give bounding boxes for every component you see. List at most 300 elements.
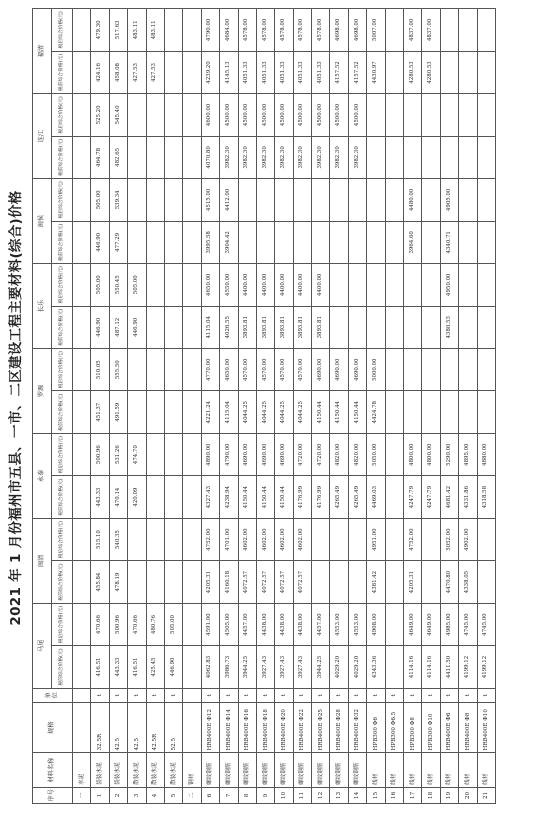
row-spec: HRB400E Φ8 bbox=[459, 702, 477, 753]
price-post-tax bbox=[128, 179, 146, 221]
price-pre-tax bbox=[348, 221, 366, 263]
row-seq: 20 bbox=[459, 787, 477, 803]
price-post-tax bbox=[367, 94, 385, 136]
price-post-tax bbox=[367, 264, 385, 306]
price-post-tax: 4752.00 bbox=[201, 518, 219, 560]
price-post-tax bbox=[385, 9, 403, 52]
price-pre-tax: 416.51 bbox=[91, 646, 109, 688]
price-pre-tax: 482.65 bbox=[109, 136, 127, 178]
price-pre-tax bbox=[367, 221, 385, 263]
price-pre-tax: 4176.99 bbox=[312, 476, 330, 518]
price-pre-tax bbox=[330, 561, 348, 603]
price-pre-tax: 470.14 bbox=[109, 476, 127, 518]
row-seq: 15 bbox=[367, 787, 385, 803]
table-row bbox=[348, 9, 366, 804]
price-post-tax: 531.26 bbox=[109, 433, 127, 475]
price-pre-tax: 3893.81 bbox=[275, 306, 293, 348]
price-post-tax: 4602.00 bbox=[238, 518, 256, 560]
price-pre-tax: 4157.52 bbox=[348, 51, 366, 93]
price-pre-tax: 424.16 bbox=[91, 51, 109, 93]
price-pre-tax: 4150.44 bbox=[238, 476, 256, 518]
price-pre-tax bbox=[385, 136, 403, 178]
price-post-tax: 4985.00 bbox=[440, 603, 458, 645]
price-pre-tax bbox=[367, 306, 385, 348]
row-seq: 一 bbox=[73, 787, 91, 803]
row-spec: HRB400E Φ10 bbox=[477, 702, 495, 753]
price-pre-tax: 3904.42 bbox=[220, 221, 238, 263]
table-row bbox=[422, 9, 440, 804]
price-post-tax bbox=[422, 179, 440, 221]
row-seq: 16 bbox=[385, 787, 403, 803]
price-post-tax: 505.00 bbox=[91, 179, 109, 221]
price-post-tax: 539.34 bbox=[109, 179, 127, 221]
price-post-tax: 505.00 bbox=[91, 264, 109, 306]
price-post-tax: 4820.00 bbox=[330, 433, 348, 475]
header-region: 永泰 bbox=[33, 433, 52, 518]
row-spec: 42.5R bbox=[146, 702, 164, 753]
price-pre-tax: 4340.71 bbox=[440, 221, 458, 263]
price-post-tax bbox=[183, 9, 201, 52]
row-unit: t bbox=[348, 688, 366, 702]
price-pre-tax bbox=[146, 391, 164, 433]
row-material: 线材 bbox=[385, 753, 403, 787]
price-pre-tax: 4381.42 bbox=[367, 561, 385, 603]
table-row bbox=[73, 9, 91, 804]
row-spec: 32.5R bbox=[91, 702, 109, 753]
price-pre-tax: 4029.20 bbox=[330, 646, 348, 688]
price-post-tax bbox=[146, 264, 164, 306]
price-pre-tax: 451.37 bbox=[91, 391, 109, 433]
row-material: 螺纹钢筋 bbox=[238, 753, 256, 787]
price-post-tax: 4720.00 bbox=[293, 433, 311, 475]
row-spec: 52.5 bbox=[164, 702, 182, 753]
price-pre-tax: 4150.44 bbox=[348, 391, 366, 433]
row-spec bbox=[73, 702, 91, 753]
row-unit: t bbox=[220, 688, 238, 702]
price-post-tax bbox=[404, 348, 422, 390]
table-body bbox=[73, 9, 496, 804]
row-material: 钢材 bbox=[183, 753, 201, 787]
price-post-tax bbox=[440, 94, 458, 136]
row-material: 散装水泥 bbox=[164, 753, 182, 787]
price-pre-tax: 4051.33 bbox=[238, 51, 256, 93]
price-pre-tax: 4205.31 bbox=[404, 561, 422, 603]
row-material: 线材 bbox=[477, 753, 495, 787]
table-row bbox=[440, 9, 458, 804]
price-pre-tax: 4029.20 bbox=[348, 646, 366, 688]
price-pre-tax bbox=[367, 136, 385, 178]
price-pre-tax: 4115.04 bbox=[201, 306, 219, 348]
price-pre-tax: 4062.83 bbox=[201, 646, 219, 688]
header-post-tax-price: 税后综合价格(元) bbox=[52, 179, 73, 221]
header-pre-tax-price: 税前综合价格(元) bbox=[52, 306, 73, 348]
price-post-tax: 510.05 bbox=[91, 348, 109, 390]
row-material: 水泥 bbox=[73, 753, 91, 787]
row-material: 线材 bbox=[367, 753, 385, 787]
price-post-tax: 4578.00 bbox=[293, 9, 311, 52]
price-post-tax: 474.70 bbox=[128, 433, 146, 475]
price-post-tax: 4752.00 bbox=[404, 518, 422, 560]
row-spec: HRB400E Φ32 bbox=[348, 702, 366, 753]
price-post-tax: 4457.00 bbox=[238, 603, 256, 645]
price-pre-tax bbox=[164, 391, 182, 433]
row-unit: t bbox=[91, 688, 109, 702]
price-post-tax bbox=[183, 179, 201, 221]
price-pre-tax bbox=[312, 221, 330, 263]
price-post-tax: 4500.00 bbox=[220, 94, 238, 136]
header-pre-tax-price: 税前综合价格(元) bbox=[52, 561, 73, 603]
row-material: 散装水泥 bbox=[128, 753, 146, 787]
price-pre-tax: 3982.30 bbox=[238, 136, 256, 178]
price-post-tax: 4880.00 bbox=[477, 433, 495, 475]
row-spec bbox=[183, 702, 201, 753]
price-post-tax bbox=[146, 518, 164, 560]
price-pre-tax bbox=[385, 476, 403, 518]
price-post-tax: 4649.00 bbox=[422, 603, 440, 645]
price-pre-tax bbox=[183, 391, 201, 433]
price-post-tax bbox=[73, 179, 91, 221]
row-unit: t bbox=[201, 688, 219, 702]
row-seq: 7 bbox=[220, 787, 238, 803]
price-pre-tax bbox=[330, 306, 348, 348]
price-post-tax: 4500.00 bbox=[348, 94, 366, 136]
price-pre-tax: 4205.31 bbox=[201, 561, 219, 603]
price-post-tax: 4457.00 bbox=[312, 603, 330, 645]
price-post-tax bbox=[183, 518, 201, 560]
price-post-tax bbox=[422, 518, 440, 560]
table-row bbox=[164, 9, 182, 804]
price-pre-tax bbox=[385, 561, 403, 603]
price-post-tax bbox=[183, 433, 201, 475]
price-post-tax: 4500.00 bbox=[275, 94, 293, 136]
price-post-tax: 4438.00 bbox=[275, 603, 293, 645]
price-pre-tax: 4150.44 bbox=[256, 476, 274, 518]
price-pre-tax: 4150.44 bbox=[275, 476, 293, 518]
price-post-tax: 4480.00 bbox=[404, 179, 422, 221]
row-material: 袋装水泥 bbox=[91, 753, 109, 787]
price-pre-tax: 4318.58 bbox=[477, 476, 495, 518]
price-pre-tax: 4469.03 bbox=[367, 476, 385, 518]
price-post-tax bbox=[477, 518, 495, 560]
price-post-tax bbox=[348, 179, 366, 221]
price-post-tax: 4570.00 bbox=[275, 348, 293, 390]
price-pre-tax: 4051.33 bbox=[256, 51, 274, 93]
price-pre-tax: 4238.94 bbox=[220, 476, 238, 518]
price-pre-tax: 3944.25 bbox=[312, 646, 330, 688]
price-pre-tax: 3893.81 bbox=[256, 306, 274, 348]
price-pre-tax: 4338.05 bbox=[459, 561, 477, 603]
price-post-tax: 4438.00 bbox=[293, 603, 311, 645]
page-title-text: 2021 年 1 月份福州市五县、一市、二区建设工程主要材料(综合)价格 bbox=[8, 190, 24, 626]
price-pre-tax: 455.84 bbox=[91, 561, 109, 603]
table-row bbox=[385, 9, 403, 804]
price-pre-tax: 4265.49 bbox=[330, 476, 348, 518]
price-post-tax: 4578.00 bbox=[312, 9, 330, 52]
header-region: 连江 bbox=[33, 94, 52, 179]
price-pre-tax: 4380.53 bbox=[440, 306, 458, 348]
row-seq: 12 bbox=[312, 787, 330, 803]
price-pre-tax: 4331.86 bbox=[459, 476, 477, 518]
row-seq: 13 bbox=[330, 787, 348, 803]
price-post-tax: 5290.00 bbox=[440, 433, 458, 475]
price-pre-tax bbox=[146, 476, 164, 518]
price-post-tax: 4553.00 bbox=[348, 603, 366, 645]
price-pre-tax: 3927.43 bbox=[256, 646, 274, 688]
price-post-tax bbox=[146, 433, 164, 475]
price-pre-tax: 3982.30 bbox=[256, 136, 274, 178]
price-pre-tax bbox=[477, 561, 495, 603]
row-spec: HRB400E Φ6 bbox=[440, 702, 458, 753]
row-seq: 11 bbox=[293, 787, 311, 803]
row-material: 螺纹钢筋 bbox=[256, 753, 274, 787]
table-row bbox=[330, 9, 348, 804]
header-unit: 单位 bbox=[33, 688, 73, 702]
price-post-tax bbox=[73, 433, 91, 475]
row-unit bbox=[183, 688, 201, 702]
price-post-tax bbox=[164, 9, 182, 52]
price-post-tax: 480.76 bbox=[146, 603, 164, 645]
price-pre-tax bbox=[73, 51, 91, 93]
header-region: 福清 bbox=[33, 9, 52, 94]
table-row bbox=[477, 9, 495, 804]
price-pre-tax: 3982.30 bbox=[220, 136, 238, 178]
price-pre-tax bbox=[293, 221, 311, 263]
price-post-tax bbox=[275, 179, 293, 221]
row-seq: 14 bbox=[348, 787, 366, 803]
price-post-tax: 4745.00 bbox=[459, 603, 477, 645]
price-pre-tax: 4411.50 bbox=[440, 646, 458, 688]
price-pre-tax: 4424.78 bbox=[367, 391, 385, 433]
price-post-tax bbox=[73, 518, 91, 560]
price-post-tax: 4650.00 bbox=[201, 264, 219, 306]
price-post-tax bbox=[164, 264, 182, 306]
header-post-tax-price: 税后综合价格(元) bbox=[52, 348, 73, 390]
rotated-table-container bbox=[32, 8, 522, 804]
header-post-tax-price: 税后综合价格(元) bbox=[52, 433, 73, 475]
price-post-tax bbox=[128, 348, 146, 390]
price-pre-tax bbox=[459, 221, 477, 263]
price-pre-tax: 3893.81 bbox=[312, 306, 330, 348]
price-post-tax bbox=[459, 348, 477, 390]
price-post-tax bbox=[348, 518, 366, 560]
price-post-tax: 4570.00 bbox=[256, 348, 274, 390]
price-post-tax bbox=[164, 518, 182, 560]
row-spec: HRB400E Φ28 bbox=[330, 702, 348, 753]
price-post-tax bbox=[367, 179, 385, 221]
price-post-tax: 4890.00 bbox=[201, 433, 219, 475]
row-unit: t bbox=[330, 688, 348, 702]
price-post-tax: 4690.00 bbox=[238, 433, 256, 475]
header-post-tax-price: 税后综合价格(元) bbox=[52, 9, 73, 52]
price-post-tax: 4400.00 bbox=[293, 264, 311, 306]
price-pre-tax bbox=[312, 561, 330, 603]
price-post-tax: 555.50 bbox=[109, 348, 127, 390]
price-post-tax: 4690.00 bbox=[256, 433, 274, 475]
price-pre-tax: 4114.16 bbox=[422, 646, 440, 688]
price-pre-tax bbox=[164, 51, 182, 93]
price-pre-tax bbox=[477, 221, 495, 263]
price-post-tax: 4412.00 bbox=[220, 179, 238, 221]
price-pre-tax: 4044.25 bbox=[256, 391, 274, 433]
price-post-tax: 4690.00 bbox=[330, 348, 348, 390]
price-post-tax bbox=[183, 348, 201, 390]
price-pre-tax bbox=[422, 221, 440, 263]
price-post-tax: 5050.00 bbox=[367, 433, 385, 475]
price-post-tax bbox=[385, 433, 403, 475]
row-spec: 42.5 bbox=[128, 702, 146, 753]
price-post-tax bbox=[73, 348, 91, 390]
row-material: 散装水泥 bbox=[146, 753, 164, 787]
price-pre-tax bbox=[477, 51, 495, 93]
price-post-tax: 4650.00 bbox=[220, 348, 238, 390]
price-pre-tax: 477.29 bbox=[109, 221, 127, 263]
price-pre-tax bbox=[128, 561, 146, 603]
row-seq: 1 bbox=[91, 787, 109, 803]
price-pre-tax: 3927.43 bbox=[293, 646, 311, 688]
price-post-tax bbox=[385, 94, 403, 136]
price-post-tax bbox=[385, 518, 403, 560]
price-post-tax bbox=[459, 179, 477, 221]
price-post-tax bbox=[164, 94, 182, 136]
header-region: 闽侯 bbox=[33, 179, 52, 264]
price-post-tax: 4698.00 bbox=[330, 9, 348, 52]
price-post-tax bbox=[477, 264, 495, 306]
price-post-tax: 4895.00 bbox=[459, 433, 477, 475]
row-seq: 10 bbox=[275, 787, 293, 803]
price-pre-tax: 446.90 bbox=[91, 306, 109, 348]
header-post-tax-price: 税后综合价格(元) bbox=[52, 518, 73, 560]
price-post-tax: 4400.00 bbox=[275, 264, 293, 306]
price-pre-tax bbox=[238, 221, 256, 263]
price-post-tax bbox=[477, 9, 495, 52]
table-row bbox=[312, 9, 330, 804]
price-pre-tax: 4150.44 bbox=[330, 391, 348, 433]
price-post-tax: 4690.00 bbox=[312, 348, 330, 390]
price-post-tax bbox=[477, 94, 495, 136]
price-post-tax: 4745.00 bbox=[477, 603, 495, 645]
price-post-tax bbox=[385, 179, 403, 221]
row-material: 螺纹钢筋 bbox=[293, 753, 311, 787]
price-post-tax: 4578.00 bbox=[256, 9, 274, 52]
table-header bbox=[33, 9, 73, 804]
row-material: 螺纹钢筋 bbox=[330, 753, 348, 787]
price-post-tax: 4690.00 bbox=[275, 433, 293, 475]
price-post-tax bbox=[385, 348, 403, 390]
price-pre-tax: 4072.57 bbox=[238, 561, 256, 603]
price-pre-tax bbox=[459, 136, 477, 178]
price-pre-tax bbox=[385, 51, 403, 93]
table-row bbox=[91, 9, 109, 804]
price-post-tax bbox=[73, 603, 91, 645]
price-post-tax bbox=[256, 179, 274, 221]
price-post-tax: 483.11 bbox=[146, 9, 164, 52]
header-spec: 规格 bbox=[33, 702, 73, 753]
row-material: 螺纹钢筋 bbox=[220, 753, 238, 787]
price-post-tax bbox=[73, 9, 91, 52]
price-pre-tax bbox=[385, 646, 403, 688]
price-pre-tax bbox=[73, 306, 91, 348]
price-pre-tax bbox=[146, 221, 164, 263]
price-post-tax: 4951.00 bbox=[367, 518, 385, 560]
price-pre-tax: 4221.24 bbox=[201, 391, 219, 433]
price-pre-tax bbox=[385, 221, 403, 263]
price-post-tax bbox=[146, 94, 164, 136]
price-post-tax: 4570.00 bbox=[293, 348, 311, 390]
price-pre-tax bbox=[128, 221, 146, 263]
price-pre-tax: 427.53 bbox=[128, 51, 146, 93]
price-post-tax: 4720.00 bbox=[312, 433, 330, 475]
price-pre-tax: 4157.52 bbox=[330, 51, 348, 93]
price-pre-tax: 487.12 bbox=[109, 306, 127, 348]
header-pre-tax-price: 税前综合价格(元) bbox=[52, 136, 73, 178]
price-pre-tax bbox=[404, 136, 422, 178]
price-post-tax bbox=[146, 348, 164, 390]
price-post-tax: 4800.00 bbox=[422, 433, 440, 475]
price-pre-tax: 3893.81 bbox=[238, 306, 256, 348]
price-post-tax: 4701.00 bbox=[220, 518, 238, 560]
price-pre-tax bbox=[146, 561, 164, 603]
row-unit: t bbox=[385, 688, 403, 702]
price-post-tax: 4400.00 bbox=[238, 264, 256, 306]
price-pre-tax: 4114.16 bbox=[404, 646, 422, 688]
price-post-tax bbox=[459, 264, 477, 306]
row-unit: t bbox=[293, 688, 311, 702]
price-post-tax: 4500.00 bbox=[238, 94, 256, 136]
price-pre-tax bbox=[477, 306, 495, 348]
row-unit: t bbox=[367, 688, 385, 702]
price-pre-tax bbox=[348, 306, 366, 348]
price-post-tax: 4690.00 bbox=[348, 348, 366, 390]
table-row bbox=[146, 9, 164, 804]
price-post-tax bbox=[128, 518, 146, 560]
header-region: 马尾 bbox=[33, 603, 52, 688]
price-pre-tax: 425.45 bbox=[146, 646, 164, 688]
price-pre-tax bbox=[164, 306, 182, 348]
price-post-tax: 4505.00 bbox=[220, 603, 238, 645]
price-pre-tax: 3982.30 bbox=[312, 136, 330, 178]
table-row bbox=[220, 9, 238, 804]
price-post-tax bbox=[348, 264, 366, 306]
price-pre-tax bbox=[385, 391, 403, 433]
price-pre-tax bbox=[73, 391, 91, 433]
row-material: 线材 bbox=[459, 753, 477, 787]
row-seq: 18 bbox=[422, 787, 440, 803]
row-unit: t bbox=[312, 688, 330, 702]
price-pre-tax bbox=[164, 561, 182, 603]
price-post-tax: 4684.00 bbox=[220, 9, 238, 52]
price-post-tax: 515.10 bbox=[91, 518, 109, 560]
price-pre-tax: 446.90 bbox=[91, 221, 109, 263]
price-post-tax bbox=[477, 348, 495, 390]
price-pre-tax: 4470.80 bbox=[440, 561, 458, 603]
price-post-tax: 4578.00 bbox=[275, 9, 293, 52]
header-post-tax-price: 税后综合价格(元) bbox=[52, 94, 73, 136]
price-post-tax bbox=[293, 179, 311, 221]
price-post-tax bbox=[404, 94, 422, 136]
price-post-tax bbox=[128, 94, 146, 136]
price-post-tax bbox=[330, 179, 348, 221]
price-pre-tax bbox=[459, 391, 477, 433]
price-post-tax bbox=[238, 179, 256, 221]
price-post-tax: 483.11 bbox=[128, 9, 146, 52]
price-pre-tax: 4199.12 bbox=[459, 646, 477, 688]
price-post-tax bbox=[330, 264, 348, 306]
price-post-tax: 4515.00 bbox=[201, 179, 219, 221]
price-pre-tax: 4051.33 bbox=[275, 51, 293, 93]
row-spec: HPB300 Φ6.5 bbox=[385, 702, 403, 753]
price-pre-tax: 4327.43 bbox=[201, 476, 219, 518]
price-pre-tax bbox=[459, 51, 477, 93]
